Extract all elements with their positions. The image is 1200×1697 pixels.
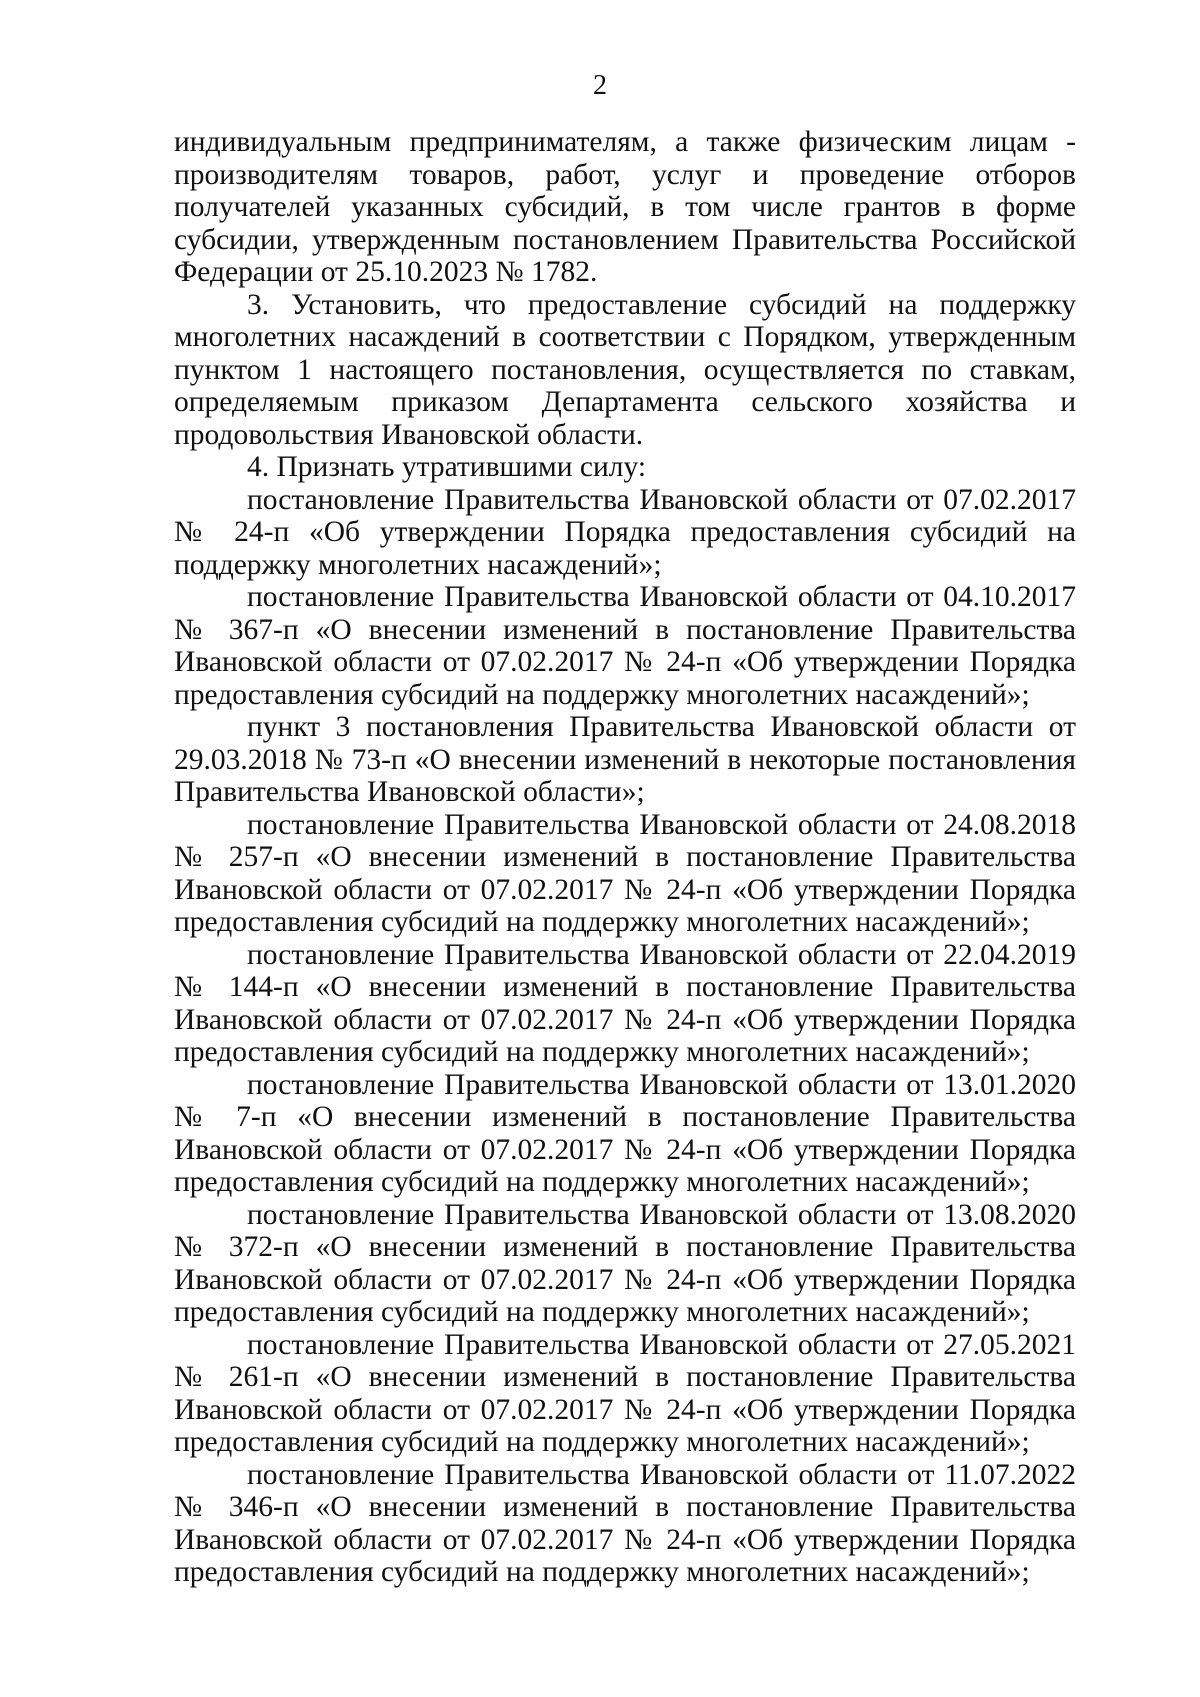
repealed-act-1: постановление Правительства Ивановской области от 07.02.2017 № 24-п «Об утверждении Порядка предоставления субсидий на поддержку многолетних насаждений»;	[174, 483, 1076, 581]
repealed-act-7: постановление Правительства Ивановской области от 13.08.2020 № 372-п «О внесении изменений в постановление Правительства Ивановской области от 07.02.2017 № 24-п «Об утверждении Порядка предоставления субсидий на поддержку многолетних насаждений»;	[174, 1198, 1076, 1328]
paragraph-item-3: 3. Установить, что предоставление субсидий на поддержку многолетних насаждений в соответствии с Порядком, утвержденным пунктом 1 настоящего постановления, осуществляется по ставкам, определяемым приказом Департамента сельского хозяйства и продовольствия Ивановской области.	[174, 288, 1076, 451]
page-number: 2	[593, 70, 607, 101]
repealed-act-6: постановление Правительства Ивановской области от 13.01.2020 № 7-п «О внесении изменений в постановление Правительства Ивановской области от 07.02.2017 № 24-п «Об утверждении Порядка предоставления субсидий на поддержку многолетних насаждений»;	[174, 1068, 1076, 1198]
paragraph-continuation: индивидуальным предпринимателям, а также физическим лицам - производителям товаров, работ, услуг и проведение отборов получателей указанных субсидий, в том числе грантов в форме субсидии, утвержденным постановлением Правительства Российской Федерации от 25.10.2023 № 1782.	[174, 126, 1076, 288]
repealed-act-3: пункт 3 постановления Правительства Ивановской области от 29.03.2018 № 73-п «О внесении изменений в некоторые постановления Правительства Ивановской области»;	[174, 711, 1076, 808]
repealed-act-8: постановление Правительства Ивановской области от 27.05.2021 № 261-п «О внесении изменений в постановление Правительства Ивановской области от 07.02.2017 № 24-п «Об утверждении Порядка предоставления субсидий на поддержку многолетних насаждений»;	[174, 1328, 1076, 1458]
repealed-act-2: постановление Правительства Ивановской области от 04.10.2017 № 367-п «О внесении изменений в постановление Правительства Ивановской области от 07.02.2017 № 24-п «Об утверждении Порядка предоставления субсидий на поддержку многолетних насаждений»;	[174, 581, 1076, 711]
document-body	[174, 126, 1076, 1589]
repealed-act-4: постановление Правительства Ивановской области от 24.08.2018 № 257-п «О внесении изменений в постановление Правительства Ивановской области от 07.02.2017 № 24-п «Об утверждении Порядка предоставления субсидий на поддержку многолетних насаждений»;	[174, 808, 1076, 938]
paragraph-item-4: 4. Признать утратившими силу:	[247, 451, 647, 483]
repealed-act-9: постановление Правительства Ивановской области от 11.07.2022 № 346-п «О внесении изменений в постановление Правительства Ивановской области от 07.02.2017 № 24-п «Об утверждении Порядка предоставления субсидий на поддержку многолетних насаждений»;	[174, 1458, 1076, 1588]
repealed-act-5: постановление Правительства Ивановской области от 22.04.2019 № 144-п «О внесении изменений в постановление Правительства Ивановской области от 07.02.2017 № 24-п «Об утверждении Порядка предоставления субсидий на поддержку многолетних насаждений»;	[174, 938, 1076, 1068]
